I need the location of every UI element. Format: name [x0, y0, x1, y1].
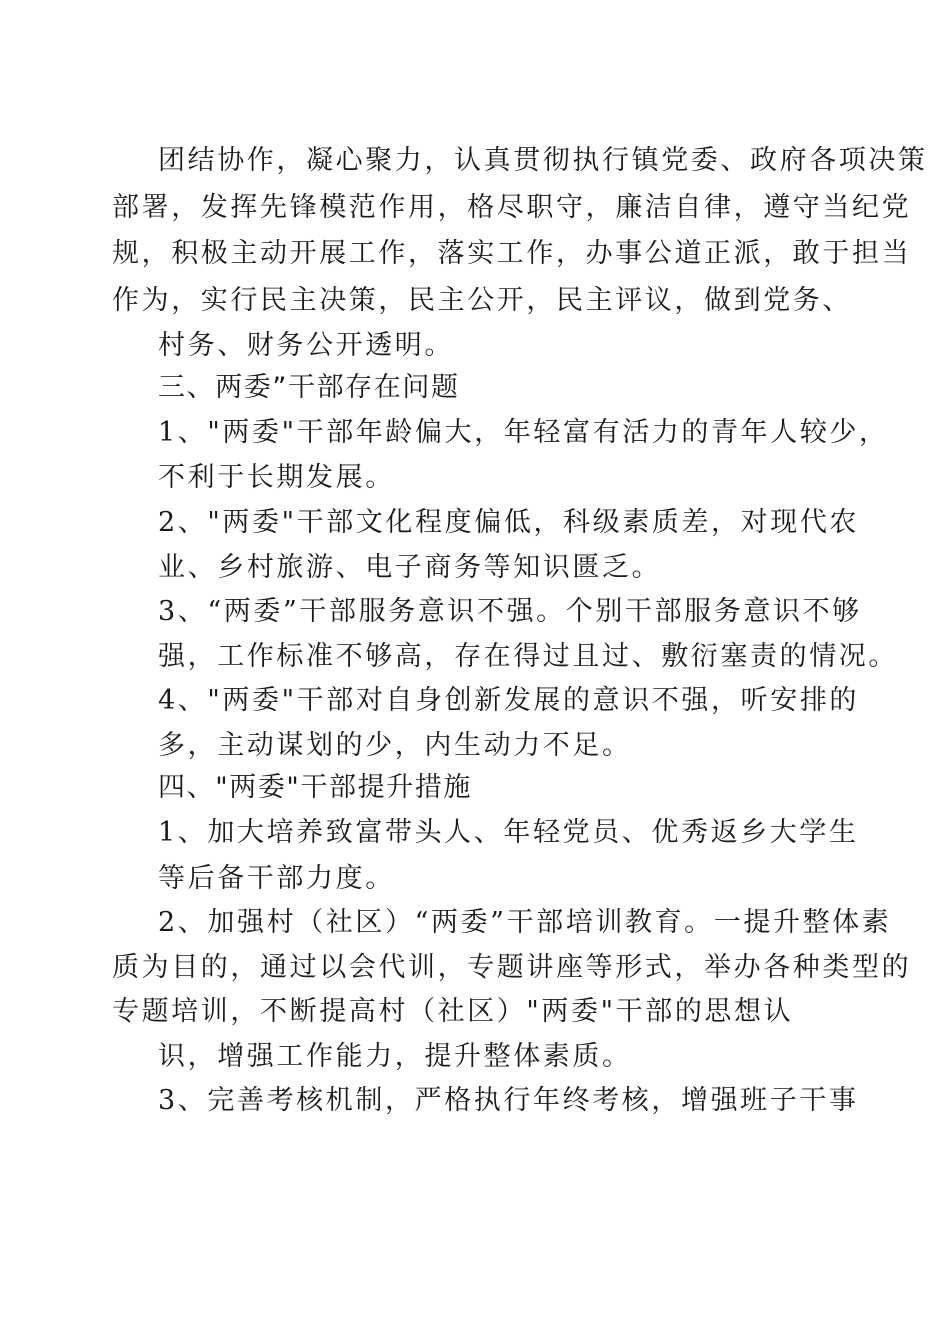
list-item-line: 不利于长期发展。 [158, 462, 395, 493]
paragraph-line: 团结协作，凝心聚力，认真贯彻执行镇党委、政府各项决策 [158, 145, 928, 176]
paragraph-line: 村务、财务公开透明。 [158, 330, 454, 361]
section-heading: 三、两委”干部存在问题 [158, 372, 460, 403]
list-item-line: 3、“两委”干部服务意识不强。个别干部服务意识不够 [158, 596, 862, 627]
paragraph-line: 部署，发挥先锋模范作用，格尽职守，廉洁自律，遵守当纪党 [112, 192, 912, 223]
list-item-line: 1、"两委"干部年龄偏大，年轻富有活力的青年人较少， [158, 417, 889, 448]
list-item-line: 多，主动谋划的少，内生动力不足。 [158, 730, 632, 761]
list-item-line: 质为目的，通过以会代训，专题讲座等形式，举办各种类型的 [112, 952, 912, 983]
list-item-line: 识，增强工作能力，提升整体素质。 [158, 1041, 632, 1072]
list-item-line: 4、"两委"干部对自身创新发展的意识不强，听安排的 [158, 685, 860, 716]
paragraph-line: 作为，实行民主决策，民主公开，民主评议，做到党务、 [112, 285, 852, 316]
list-item-line: 2、加强村（社区）“两委”干部培训教育。一提升整体素 [158, 907, 892, 938]
list-item-line: 强，工作标准不够高，存在得过且过、敷衍塞责的情况。 [158, 641, 898, 672]
list-item-line: 专题培训，不断提高村（社区）"两委"干部的思想认 [112, 996, 794, 1027]
paragraph-line: 规，积极主动开展工作，落实工作，办事公道正派，敢于担当 [112, 238, 912, 269]
list-item-line: 业、乡村旅游、电子商务等知识匮乏。 [158, 552, 662, 583]
section-heading: 四、"两委"干部提升措施 [158, 772, 473, 803]
list-item-line: 2、"两委"干部文化程度偏低，科级素质差，对现代农 [158, 507, 860, 538]
list-item-line: 1、加大培养致富带头人、年轻党员、优秀返乡大学生 [158, 817, 859, 848]
list-item-line: 3、完善考核机制，严格执行年终考核，增强班子干事 [158, 1085, 859, 1116]
list-item-line: 等后备干部力度。 [158, 863, 395, 894]
